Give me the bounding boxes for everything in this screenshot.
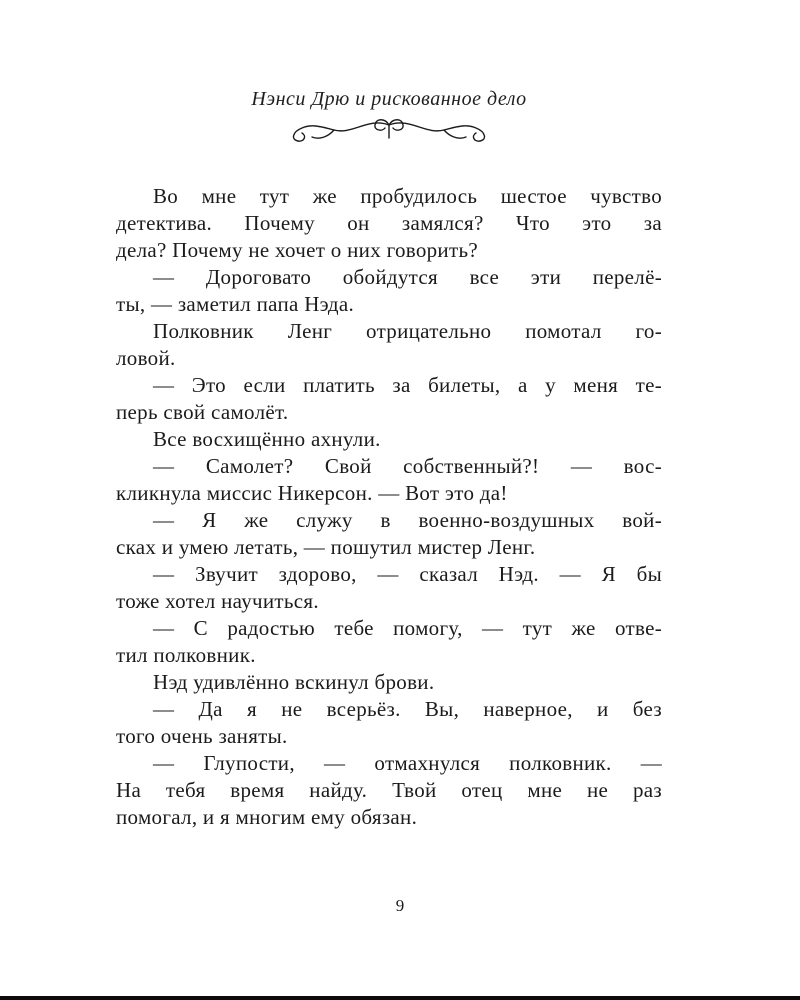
text-line: Во мне тут же пробудилось шестое чувство bbox=[153, 184, 662, 208]
paragraph bbox=[116, 453, 662, 507]
text-line: — Это если платить за билеты, а у меня те- bbox=[153, 373, 662, 397]
text-line: тил полковник. bbox=[116, 643, 256, 667]
paragraph bbox=[116, 669, 662, 696]
text-line: — Глупости, — отмахнулся полковник. — bbox=[153, 751, 662, 775]
paragraph bbox=[116, 507, 662, 561]
page-bottom-edge bbox=[0, 996, 800, 1000]
text-line: Все восхищённо ахнули. bbox=[153, 427, 381, 451]
text-block bbox=[116, 183, 662, 831]
text-line: — Да я не всерьёз. Вы, наверное, и без bbox=[153, 697, 662, 721]
running-header: Нэнси Дрю и рискованное дело bbox=[251, 88, 527, 110]
text-line: дела? Почему не хочет о них говорить? bbox=[116, 238, 478, 262]
flourish-divider-icon bbox=[264, 115, 514, 145]
text-line: Нэд удивлённо вскинул брови. bbox=[153, 670, 435, 694]
paragraph bbox=[116, 426, 662, 453]
text-line: — Самолет? Свой собственный?! — вос- bbox=[153, 454, 662, 478]
text-line: — Я же служу в военно-воздушных вой- bbox=[153, 508, 662, 532]
text-line: — С радостью тебе помогу, — тут же отве- bbox=[153, 616, 662, 640]
paragraph bbox=[116, 696, 662, 750]
flourish-divider bbox=[116, 115, 662, 149]
text-line: Полковник Ленг отрицательно помотал го- bbox=[153, 319, 662, 343]
text-line: помогал, и я многим ему обязан. bbox=[116, 805, 418, 829]
text-line: тоже хотел научиться. bbox=[116, 589, 319, 613]
paragraph bbox=[116, 372, 662, 426]
text-line: кликнула миссис Никерсон. — Вот это да! bbox=[116, 481, 508, 505]
paragraph bbox=[116, 561, 662, 615]
page-number: 9 bbox=[395, 896, 405, 915]
text-line: перь свой самолёт. bbox=[116, 400, 289, 424]
paragraph bbox=[116, 183, 662, 264]
paragraph bbox=[116, 318, 662, 372]
page-column bbox=[116, 0, 662, 831]
text-line: ты, — заметил папа Нэда. bbox=[116, 292, 355, 316]
text-line: сках и умею летать, — пошутил мистер Ленг. bbox=[116, 535, 536, 559]
text-line: — Звучит здорово, — сказал Нэд. — Я бы bbox=[153, 562, 662, 586]
paragraph bbox=[116, 750, 662, 831]
text-line: того очень заняты. bbox=[116, 724, 288, 748]
paragraph bbox=[116, 264, 662, 318]
text-line: — Дороговато обойдутся все эти перелё- bbox=[153, 265, 662, 289]
text-line: ловой. bbox=[116, 346, 176, 370]
paragraph bbox=[116, 615, 662, 669]
text-line: детектива. Почему он замялся? Что это за bbox=[116, 211, 662, 235]
text-line: На тебя время найду. Твой отец мне не раз bbox=[116, 778, 662, 802]
